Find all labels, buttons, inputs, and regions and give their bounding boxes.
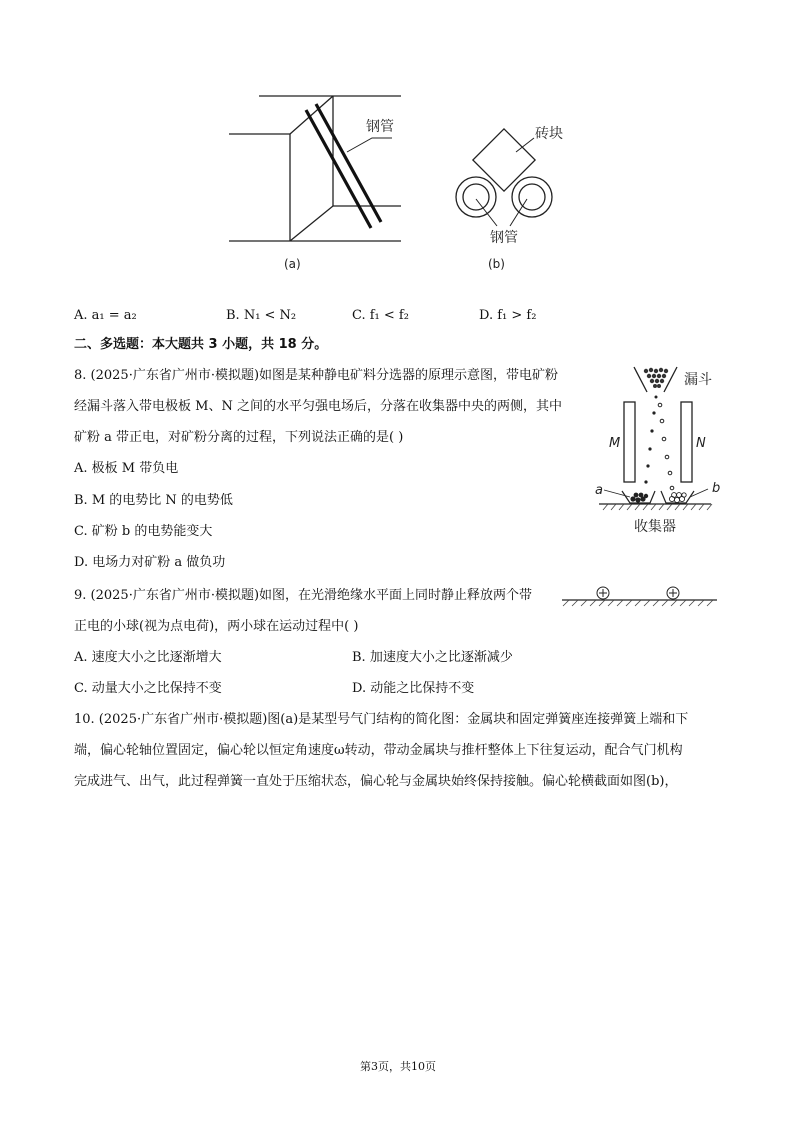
q9-option-d: D. 动能之比保持不变	[352, 681, 475, 696]
label-steel-pipe-b: 钢管	[490, 230, 518, 246]
q7-option-b: B. N₁ < N₂	[226, 308, 297, 323]
q7-option-a: A. a₁ = a₂	[74, 308, 137, 323]
q8-option-d: D. 电场力对矿粉 a 做负功	[74, 555, 226, 570]
q9-option-b: B. 加速度大小之比逐渐减少	[352, 650, 513, 665]
q7-option-d: D. f₁ > f₂	[479, 308, 537, 323]
caption-b: (b)	[488, 257, 505, 271]
q9-option-a: A. 速度大小之比逐渐增大	[74, 650, 222, 665]
label-ore-a: a	[595, 483, 603, 498]
q8-option-c: C. 矿粉 b 的电势能变大	[74, 524, 213, 539]
label-brick: 砖块	[535, 126, 563, 142]
positive-charge-2	[667, 587, 679, 599]
page-footer: 第3页，共10页	[360, 1060, 436, 1073]
q9-stem-line1: 9. (2025·广东省广州市·模拟题)如图，在光滑绝缘水平面上同时静止释放两个带	[74, 588, 533, 603]
q10-stem-line3: 完成进气、出气，此过程弹簧一直处于压缩状态，偏心轮与金属块始终保持接触。偏心轮横截面如图(b)，	[74, 774, 678, 789]
section2-heading: 二、多选题：本大题共 3 小题，共 18 分。	[74, 337, 328, 352]
surface-hatching	[563, 600, 713, 606]
q9-option-c: C. 动量大小之比保持不变	[74, 681, 222, 696]
q8-option-b: B. M 的电势比 N 的电势低	[74, 493, 233, 508]
positive-charge-1	[597, 587, 609, 599]
label-steel-pipe-a: 钢管	[366, 119, 394, 135]
q8-stem-line1: 8. (2025·广东省广州市·模拟题)如图是某种静电矿料分选器的原理示意图，带电矿粉	[74, 368, 559, 383]
q9-stem-line2: 正电的小球(视为点电荷)，两小球在运动过程中( )	[74, 619, 359, 634]
label-plate-n: N	[696, 436, 706, 451]
q7-option-c: C. f₁ < f₂	[352, 308, 409, 323]
label-collector: 收集器	[634, 519, 676, 535]
q10-stem-line1: 10. (2025·广东省广州市·模拟题)图(a)是某型号气门结构的简化图：金属块和固定弹簧座连接弹簧上端和下	[74, 712, 689, 727]
q8-stem-line3: 矿粉 a 带正电，对矿粉分离的过程，下列说法正确的是( )	[74, 430, 404, 445]
label-plate-m: M	[609, 436, 621, 451]
q8-stem-line2: 经漏斗落入带电极板 M、N 之间的水平匀强电场后，分落在收集器中央的两侧，其中	[74, 399, 562, 414]
label-ore-b: b	[712, 481, 721, 496]
q10-stem-line2: 端，偏心轮轴位置固定，偏心轮以恒定角速度ω转动，带动金属块与推杆整体上下往复运动，配合气门机构	[74, 743, 683, 758]
label-funnel: 漏斗	[684, 372, 712, 388]
caption-a: (a)	[284, 257, 301, 271]
q8-option-a: A. 极板 M 带负电	[74, 461, 179, 476]
